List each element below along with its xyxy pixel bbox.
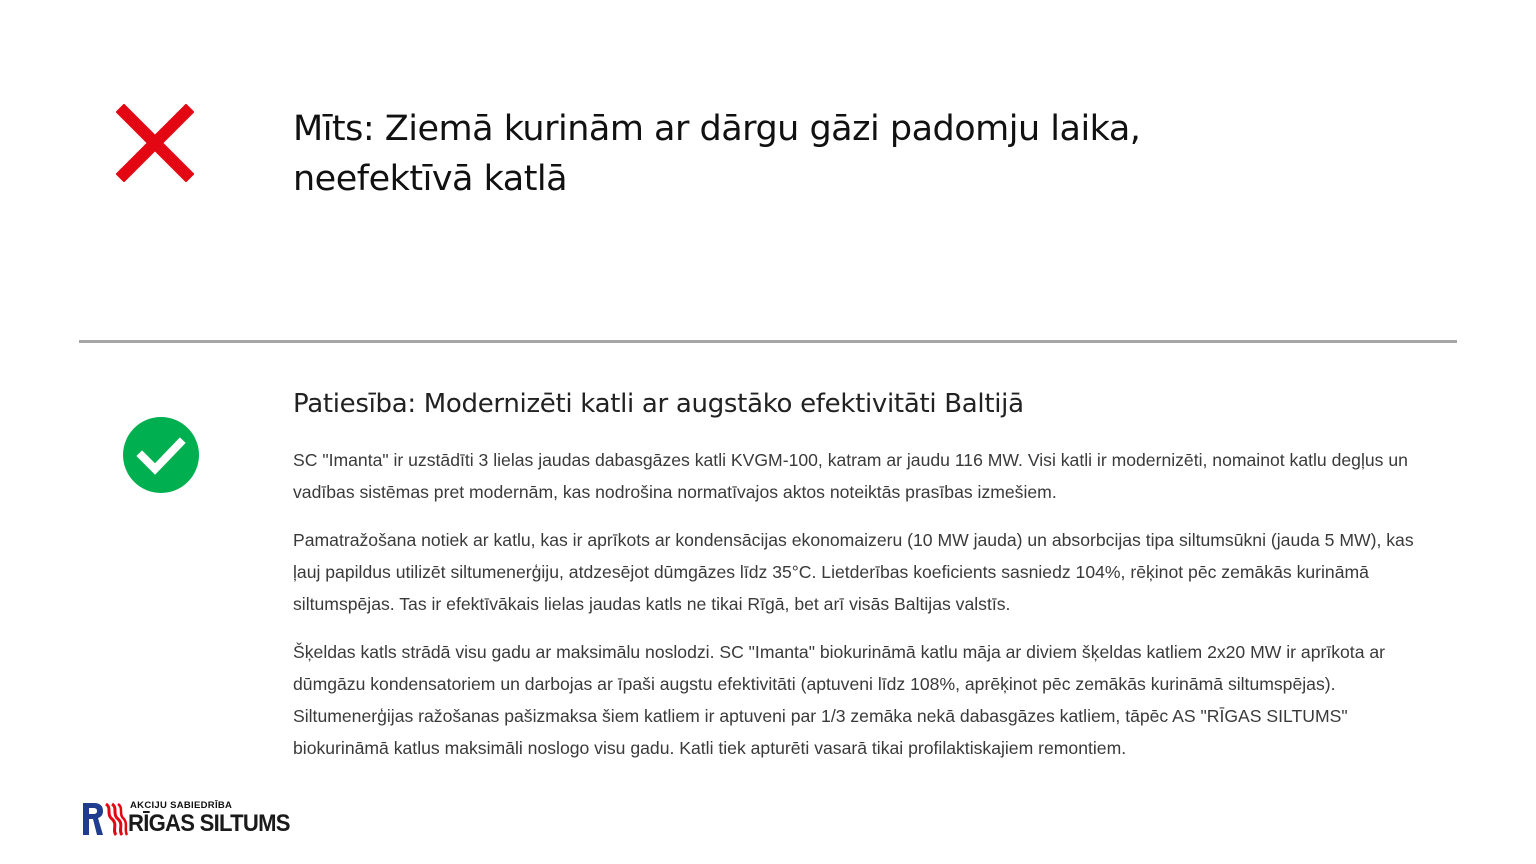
cross-icon (116, 104, 194, 182)
section-divider (79, 340, 1457, 343)
fact-paragraph-1: SC "Imanta" ir uzstādīti 3 lielas jaudas dabasgāzes katli KVGM-100, katram ar jaudu 116 MW. Visi katli ir modernizēti, nomainot katlu degļus un vadības sistēmas pret modernām, kas nodrošina normatīvajos aktos noteiktās prasības izmešiem. (293, 450, 1408, 502)
rs-logo-icon (82, 802, 128, 836)
company-logo (82, 800, 332, 840)
fact-title: Patiesība: Modernizēti katli ar augstāko efektivitāti Baltijā (293, 389, 1024, 419)
myth-title-line-1: Mīts: Ziemā kurinām ar dārgu gāzi padomju laika, (293, 109, 1141, 149)
logo-tagline: AKCIJU SABIEDRĪBA (130, 800, 233, 811)
logo-name: RĪGAS SILTUMS (128, 810, 290, 837)
fact-paragraph-3: Šķeldas katls strādā visu gadu ar maksimālu noslodzi. SC "Imanta" biokurināmā katlu māja ar diviem šķeldas katliem 2x20 MW ir aprīkota ar dūmgāzu kondensatoriem un darbojas ar īpaši augstu efektivitāti (aptuveni līdz 108%, aprēķinot pēc zemākās kurināmā siltumspējas). Siltumenerģijas ražošanas pašizmaksa šiem katliem ir aptuveni par 1/3 zemāka nekā dabasgāzes katliem, tāpēc AS "RĪGAS SILTUMS" biokurināmā katlus maksimāli noslogo visu gadu. Katli tiek apturēti vasarā tikai profilaktiskajiem remontiem. (293, 642, 1386, 758)
check-circle-icon (122, 416, 200, 494)
fact-paragraph-2: Pamatražošana notiek ar katlu, kas ir aprīkots ar kondensācijas ekonomaizeru (10 MW jauda) un absorbcijas tipa siltumsūkni (jauda 5 MW), kas ļauj papildus utilizēt siltumenerģiju, atdzesējot dūmgāzes līdz 35°C. Lietderības koeficients sasniedz 104%, rēķinot pēc zemākās kurināmā siltumspējas. Tas ir efektīvākais lielas jaudas katls ne tikai Rīgā, bet arī visās Baltijas valstīs. (293, 530, 1414, 614)
myth-title-line-2: neefektīvā katlā (293, 159, 568, 199)
myth-title (293, 104, 1293, 204)
fact-body (293, 444, 1445, 780)
